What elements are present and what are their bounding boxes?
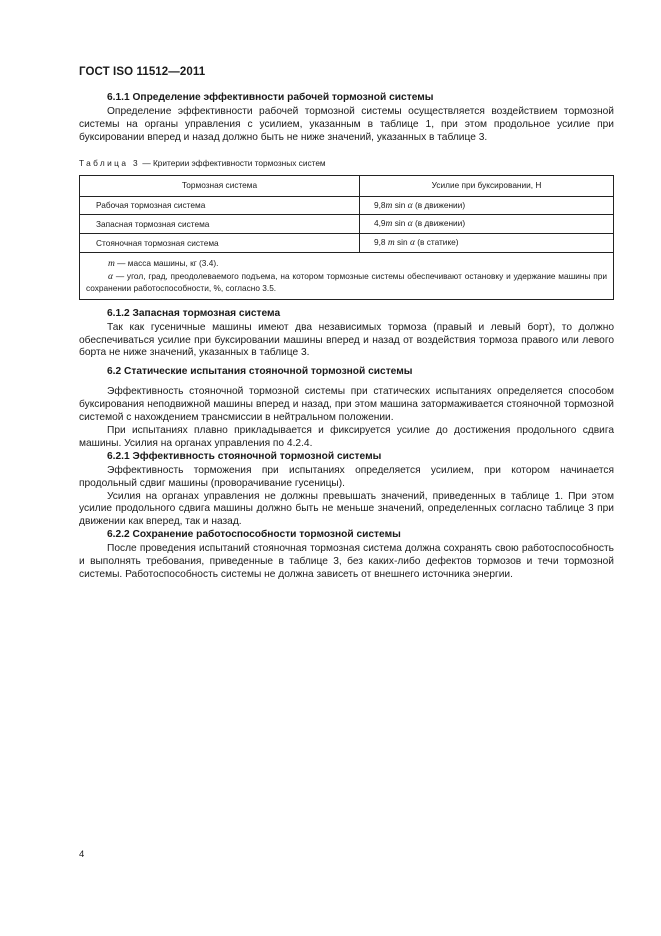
note-mass-text: — масса машины, кг (3.4). <box>114 258 219 269</box>
cell-system: Рабочая тормозная система <box>80 196 360 215</box>
section-heading-6-2-1: 6.2.1 Эффективность стояночной тормозной системы <box>107 450 382 462</box>
section-heading-6-1-1: 6.1.1 Определение эффективности рабочей тормозной системы <box>107 92 434 103</box>
table-row <box>80 196 614 215</box>
table-caption-title: — Критерии эффективности тормозных систем <box>140 157 326 168</box>
sin-text: sin <box>392 218 408 229</box>
paragraph: После проведения испытаний стояночная тормозная система должна сохранять свою работоспособность и выполнять требования, приведенные в таблице 3, без каких-либо дефектов тормозов и течи тормозной системы. Работоспособность системы не должна зависеть от внешнего источника энергии. <box>79 543 614 580</box>
table-caption-number: Таблица 3 <box>79 157 141 168</box>
table-row <box>80 215 614 234</box>
alpha-symbol: α <box>108 271 113 282</box>
cell-system: Стояночная тормозная система <box>80 234 360 253</box>
sin-text: sin <box>392 199 408 210</box>
mass-symbol: m <box>108 259 115 270</box>
table-caption <box>79 157 614 170</box>
cell-force <box>360 196 614 215</box>
table-notes-row <box>80 253 614 300</box>
note-angle-text: — угол, град, преодолеваемого подъема, на котором тормозные системы обеспечивают остановку и удержание машины при сохранении работоспособности, %, согласно 3.5. <box>86 270 607 294</box>
table-row <box>80 234 614 253</box>
alpha-symbol: α <box>409 238 415 249</box>
document-header: ГОСТ ISO 11512—2011 <box>79 66 206 78</box>
column-header-system: Тормозная система <box>80 175 360 196</box>
table-header-row <box>80 175 614 196</box>
coef: 9,8 <box>374 237 388 248</box>
mass-symbol: m <box>385 200 393 211</box>
cell-force <box>360 215 614 234</box>
condition: (в статике) <box>414 237 459 248</box>
alpha-symbol: α <box>407 200 413 211</box>
condition: (в движении) <box>412 218 466 229</box>
table-notes <box>80 253 614 300</box>
cell-system: Запасная тормозная система <box>80 215 360 234</box>
document-body <box>79 92 614 582</box>
coef: 9,8 <box>374 199 386 210</box>
paragraph: Эффективность торможения при испытаниях определяется усилием, при котором начинается продольный сдвиг машины (проворачивание гусеницы). <box>79 464 614 489</box>
section-heading-6-1-2: 6.1.2 Запасная тормозная система <box>107 307 281 319</box>
mass-symbol: m <box>387 238 395 249</box>
page-number: 4 <box>79 849 85 860</box>
paragraph: При испытаниях плавно прикладывается и фиксируется усилие до достижения продольного сдвига машины. Усилия на органах управления по 4.2.4. <box>79 425 614 449</box>
note-mass <box>86 258 607 271</box>
condition: (в движении) <box>412 199 466 210</box>
cell-force <box>360 234 614 253</box>
sin-text: sin <box>394 237 410 248</box>
mass-symbol: m <box>385 219 393 230</box>
paragraph: Усилия на органах управления не должны превышать значений, приведенных в таблице 1. При этом усилие продольного сдвига машины должно быть не меньше значений, определенных согласно таблице 3 при движении как вперед, так и назад. <box>79 490 614 528</box>
section-heading-6-2-2: 6.2.2 Сохранение работоспособности тормозной системы <box>107 529 401 541</box>
alpha-symbol: α <box>407 219 413 230</box>
section-heading-6-2: 6.2 Статические испытания стояночной тормозной системы <box>107 366 413 378</box>
coef: 4,9 <box>374 218 386 229</box>
paragraph: Эффективность стояночной тормозной системы при статических испытаниях определяется способом буксирования неподвижной машины вперед и назад, при этом машина затормаживается стояночной тормозной системой с нахождением трансмиссии в нейтральном положении. <box>79 386 614 424</box>
brake-criteria-table <box>79 175 614 300</box>
paragraph: Так как гусеничные машины имеют два независимых тормоза (правый и левый борт), то должно обеспечиваться усилие при буксировании машины вперед и назад от воздействия тормоза правого или левого борта не ниже значений, указанных в таблице 3. <box>79 321 614 359</box>
note-angle <box>86 271 607 295</box>
column-header-force: Усилие при буксировании, Н <box>360 175 614 196</box>
paragraph: Определение эффективности рабочей тормозной системы осуществляется воздействием тормозной системы на органы управления с усилием, указанным в таблице 1, при этом продольное усилие при буксировании вперед и назад должно быть не ниже значений, указанных в таблице 3. <box>79 105 614 143</box>
